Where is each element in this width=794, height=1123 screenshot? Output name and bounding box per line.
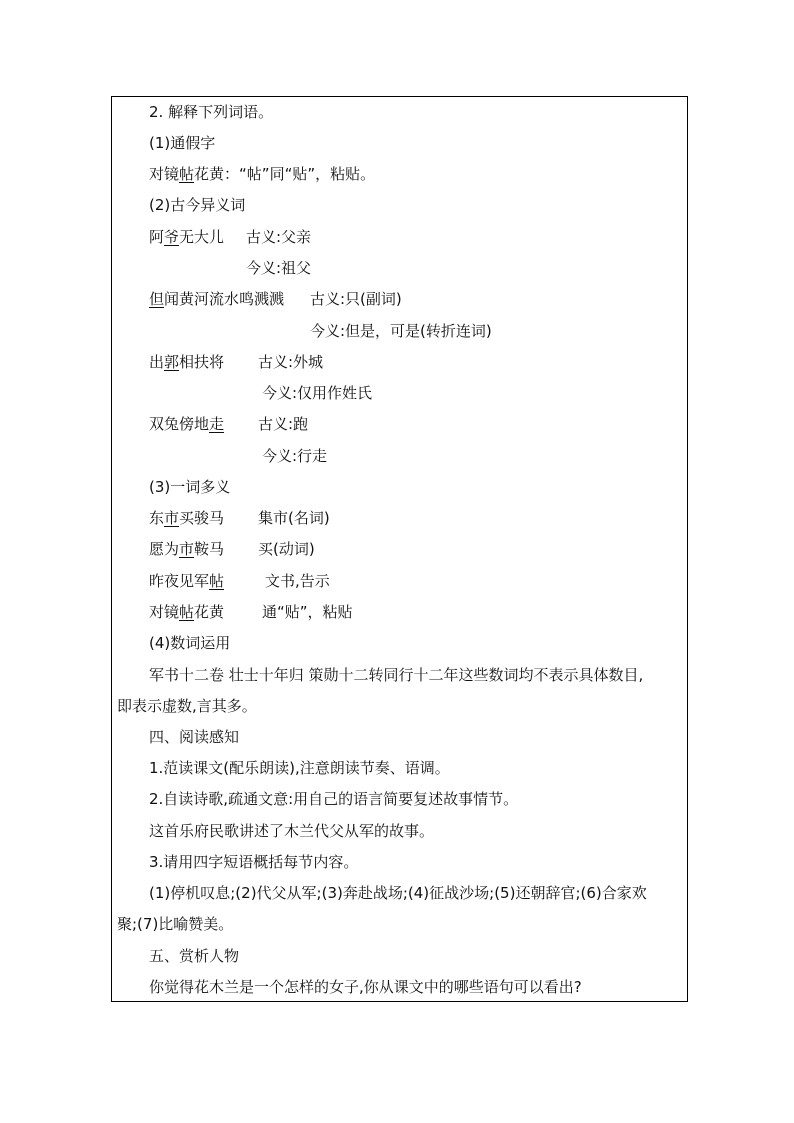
text-post: 花黄：“帖”同“贴”，粘贴。: [194, 165, 376, 183]
yici-phrase-4: [149, 602, 224, 622]
key-word: 帖: [179, 165, 195, 183]
key-word: 郭: [164, 353, 180, 371]
gujin-phrase-2: [149, 289, 284, 309]
section-4-p5: (1)停机叹息;(2)代父从军;(3)奔赴战场;(4)征战沙场;(5)还朝辞官;(6)合家欢聚;(7)比喻赞美。: [117, 884, 647, 933]
text-post: 无大儿: [179, 228, 225, 246]
text-post: 相扶将: [179, 353, 225, 371]
text-pre: 对镜: [149, 165, 180, 183]
text-post: 花黄: [194, 603, 225, 621]
gujin-modern-2: 今义:但是，可是(转折连词): [310, 322, 492, 340]
text-pre: 昨夜见军: [149, 572, 210, 590]
gujin-heading: (2)古今异义词: [149, 196, 246, 214]
gujin-phrase-3: [149, 352, 224, 372]
gujin-ancient-2: 古义:只(副词): [310, 290, 402, 308]
gujin-modern-3: 今义:仅用作姓氏: [262, 384, 373, 402]
text-post: 鞍马: [194, 540, 225, 558]
key-word: 帖: [209, 572, 225, 590]
gujin-modern-1: 今义:祖父: [246, 259, 312, 277]
gujin-modern-4: 今义:行走: [262, 447, 328, 465]
tongjia-line: [149, 164, 375, 184]
section-4-p4: 3.请用四字短语概括每节内容。: [149, 853, 359, 871]
key-word: 帖: [179, 603, 195, 621]
yici-heading: (3)一词多义: [149, 478, 231, 496]
yici-meaning-3: 文书,告示: [265, 572, 330, 590]
key-word: 爷: [164, 228, 180, 246]
key-word: 但: [149, 290, 165, 308]
key-word: 市: [179, 540, 195, 558]
yici-meaning-1: 集市(名词): [258, 509, 330, 527]
section-5-p1: 你觉得花木兰是一个怎样的女子,你从课文中的哪些语句可以看出?: [149, 978, 582, 996]
text-pre: 双兔傍地: [149, 415, 210, 433]
text-pre: 东: [149, 509, 165, 527]
gujin-phrase-4: [149, 414, 224, 434]
gujin-phrase-1: [149, 227, 224, 247]
section-2-heading: 2. 解释下列词语。: [149, 103, 274, 121]
section-4-p1: 1.范读课文(配乐朗读),注意朗读节奏、语调。: [149, 759, 450, 777]
text-pre: 出: [149, 353, 165, 371]
text-pre: 阿: [149, 228, 165, 246]
tongjia-heading: (1)通假字: [149, 134, 216, 152]
yici-phrase-2: [149, 539, 224, 559]
key-word: 走: [209, 415, 225, 433]
shuci-paragraph: 军书十二卷 壮士十年归 策勋十二转同行十二年这些数词均不表示具体数目,即表示虚数,言其多。: [117, 666, 644, 715]
yici-phrase-3: [149, 571, 224, 591]
gujin-ancient-4: 古义:跑: [258, 415, 309, 433]
text-pre: 愿为: [149, 540, 180, 558]
yici-meaning-4: 通“贴”，粘贴: [262, 603, 353, 621]
gujin-ancient-1: 古义:父亲: [246, 228, 312, 246]
yici-meaning-2: 买(动词): [258, 540, 315, 558]
shuci-heading: (4)数词运用: [149, 634, 231, 652]
text-pre: 对镜: [149, 603, 180, 621]
section-5-heading: 五、赏析人物: [149, 947, 240, 965]
text-post: 买骏马: [179, 509, 225, 527]
section-4-p2: 2.自读诗歌,疏通文意:用自己的语言简要复述故事情节。: [149, 790, 519, 808]
section-4-heading: 四、阅读感知: [149, 728, 240, 746]
yici-phrase-1: [149, 508, 224, 528]
key-word: 市: [164, 509, 180, 527]
gujin-ancient-3: 古义:外城: [258, 353, 324, 371]
text-post: 闻黄河流水鸣溅溅: [164, 290, 285, 308]
section-4-p3: 这首乐府民歌讲述了木兰代父从军的故事。: [149, 822, 435, 840]
